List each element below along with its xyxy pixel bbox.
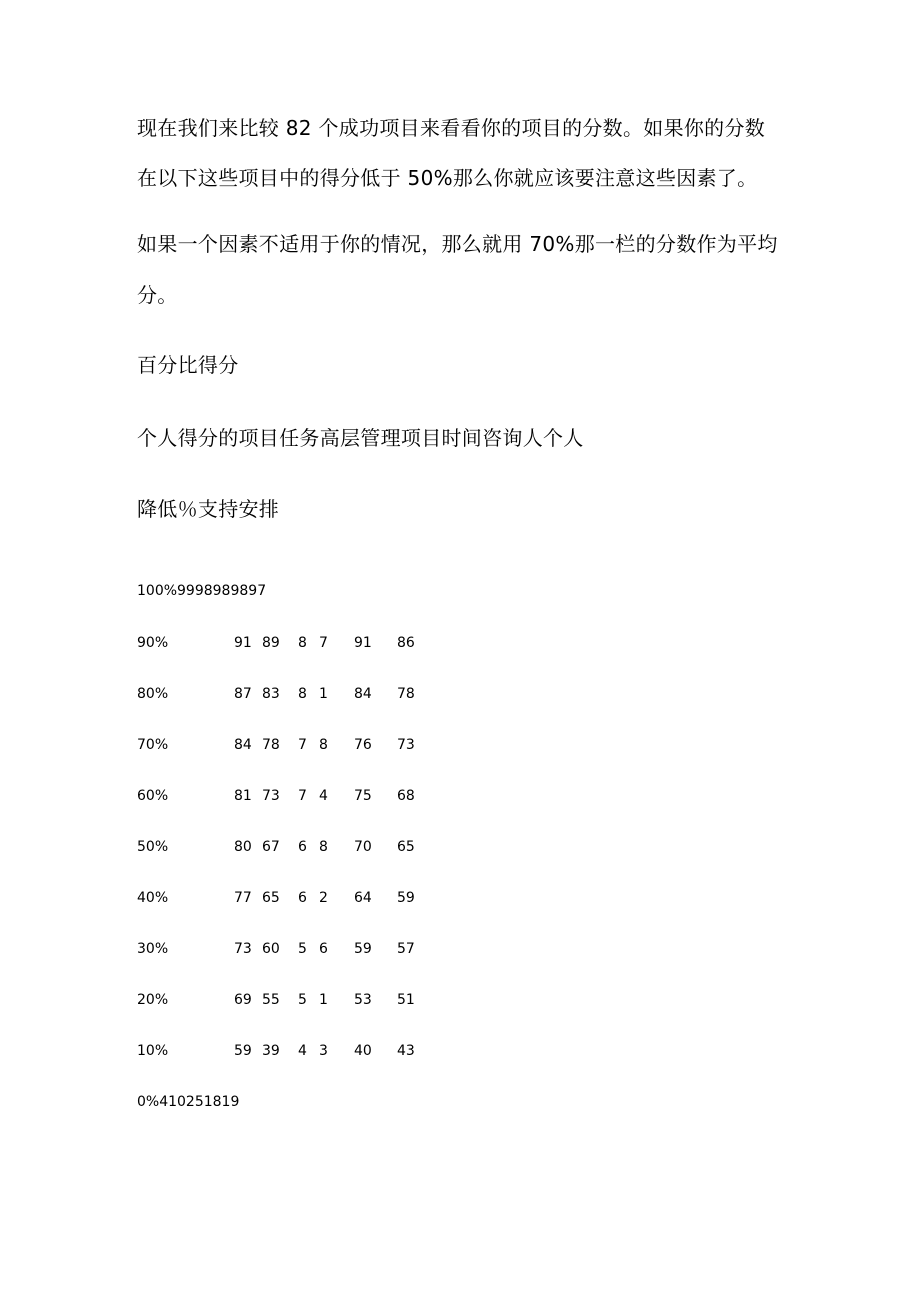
row-percent: 10% <box>137 1043 169 1059</box>
row-value: 59 <box>354 941 372 957</box>
row-value: 87 <box>234 686 252 702</box>
row-value: 78 <box>262 737 280 753</box>
row-value: 83 <box>262 686 280 702</box>
table-row <box>0 838 920 856</box>
table-row-100: 100%9998989897 <box>137 583 267 599</box>
intro-line-4: 分。 <box>137 283 178 307</box>
row-percent: 60% <box>137 788 169 804</box>
row-percent: 80% <box>137 686 169 702</box>
row-value: 4 <box>319 788 328 804</box>
row-value: 76 <box>354 737 372 753</box>
row-value: 57 <box>397 941 415 957</box>
row-value: 55 <box>262 992 280 1008</box>
intro-line-1: 现在我们来比较 82 个成功项目来看看你的项目的分数。如果你的分数 <box>137 116 766 140</box>
table-row <box>0 685 920 703</box>
row-value: 69 <box>234 992 252 1008</box>
row-percent: 30% <box>137 941 169 957</box>
row-value: 1 <box>319 992 328 1008</box>
row-percent: 90% <box>137 635 169 651</box>
intro-line-3: 如果一个因素不适用于你的情况，那么就用 70%那一栏的分数作为平均 <box>137 232 778 256</box>
row-value: 89 <box>262 635 280 651</box>
row-value: 80 <box>234 839 252 855</box>
intro-line-2: 在以下这些项目中的得分低于 50%那么你就应该要注意这些因素了。 <box>137 166 758 190</box>
row-value: 6 <box>319 941 328 957</box>
row-value: 77 <box>234 890 252 906</box>
row-value: 60 <box>262 941 280 957</box>
row-value: 7 <box>298 788 307 804</box>
row-value: 39 <box>262 1043 280 1059</box>
row-value: 91 <box>354 635 372 651</box>
row-value: 1 <box>319 686 328 702</box>
row-value: 86 <box>397 635 415 651</box>
table-row <box>0 787 920 805</box>
row-percent: 70% <box>137 737 169 753</box>
row-value: 59 <box>397 890 415 906</box>
row-value: 81 <box>234 788 252 804</box>
row-value: 4 <box>298 1043 307 1059</box>
row-percent: 50% <box>137 839 169 855</box>
row-value: 78 <box>397 686 415 702</box>
row-value: 67 <box>262 839 280 855</box>
row-value: 6 <box>298 839 307 855</box>
row-value: 65 <box>397 839 415 855</box>
row-value: 2 <box>319 890 328 906</box>
row-value: 68 <box>397 788 415 804</box>
row-value: 75 <box>354 788 372 804</box>
table-row <box>0 940 920 958</box>
row-value: 73 <box>234 941 252 957</box>
row-value: 8 <box>298 686 307 702</box>
table-header-line-2: 降低％支持安排 <box>137 497 280 521</box>
section-title: 百分比得分 <box>137 353 239 377</box>
row-value: 40 <box>354 1043 372 1059</box>
row-value: 8 <box>319 839 328 855</box>
row-value: 91 <box>234 635 252 651</box>
table-row-0: 0%410251819 <box>137 1094 240 1110</box>
row-value: 51 <box>397 992 415 1008</box>
row-value: 53 <box>354 992 372 1008</box>
row-value: 8 <box>298 635 307 651</box>
row-value: 84 <box>234 737 252 753</box>
row-percent: 40% <box>137 890 169 906</box>
table-row <box>0 634 920 652</box>
row-value: 84 <box>354 686 372 702</box>
row-value: 8 <box>319 737 328 753</box>
table-row <box>0 1042 920 1060</box>
row-value: 5 <box>298 992 307 1008</box>
row-value: 43 <box>397 1043 415 1059</box>
row-value: 64 <box>354 890 372 906</box>
table-header-line-1: 个人得分的项目任务高层管理项目时间咨询人个人 <box>137 426 584 450</box>
row-value: 7 <box>298 737 307 753</box>
row-value: 6 <box>298 890 307 906</box>
row-value: 5 <box>298 941 307 957</box>
row-value: 3 <box>319 1043 328 1059</box>
row-value: 73 <box>397 737 415 753</box>
table-row <box>0 991 920 1009</box>
row-percent: 20% <box>137 992 169 1008</box>
table-row <box>0 889 920 907</box>
row-value: 70 <box>354 839 372 855</box>
row-value: 59 <box>234 1043 252 1059</box>
table-row <box>0 736 920 754</box>
row-value: 7 <box>319 635 328 651</box>
row-value: 65 <box>262 890 280 906</box>
row-value: 73 <box>262 788 280 804</box>
